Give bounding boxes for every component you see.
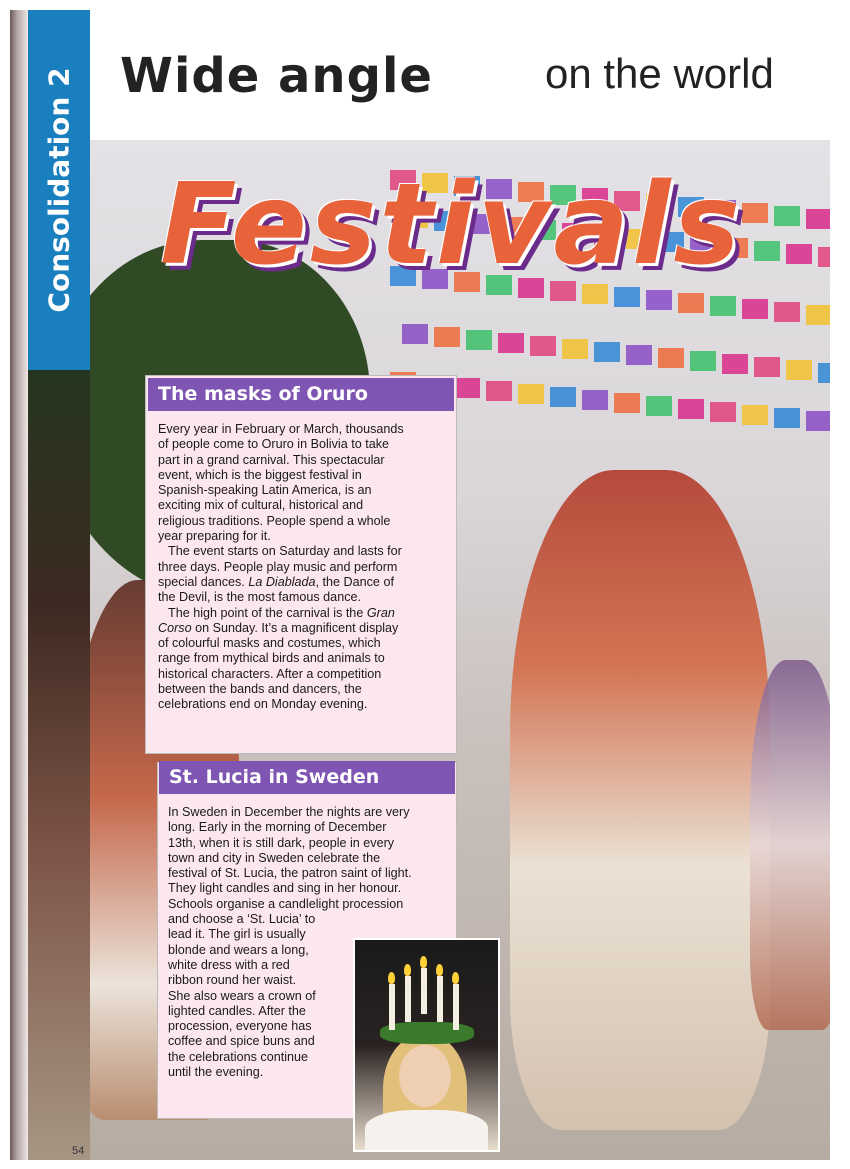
st-lucia-photo bbox=[353, 938, 500, 1152]
lucia-heading: St. Lucia in Sweden bbox=[159, 761, 455, 794]
bunting-flag bbox=[434, 327, 460, 347]
oruro-body bbox=[158, 422, 450, 713]
bunting-flag bbox=[754, 357, 780, 377]
text-line: part in a grand carnival. This spectacular bbox=[158, 452, 385, 467]
bunting-flag bbox=[806, 411, 830, 431]
flame bbox=[420, 956, 427, 968]
text-line: town and city in Sweden celebrate the bbox=[168, 850, 381, 865]
text-line: long. Early in the morning of December bbox=[168, 820, 387, 835]
text-line: They light candles and sing in her honour. bbox=[168, 881, 402, 896]
text-line: the Devil, is the most famous dance. bbox=[158, 590, 361, 605]
text-line: white dress with a red bbox=[168, 957, 290, 972]
text-line: The high point of the carnival is the Gran bbox=[168, 605, 395, 620]
bunting-flag bbox=[614, 287, 640, 307]
candle bbox=[437, 976, 443, 1022]
text-line: year preparing for it. bbox=[158, 529, 271, 544]
text-line: range from mythical birds and animals to bbox=[158, 651, 385, 666]
text-line: ribbon round her waist. bbox=[168, 973, 297, 988]
bunting-flag bbox=[582, 390, 608, 410]
bunting-flag bbox=[774, 206, 800, 226]
text-line: celebrations end on Monday evening. bbox=[158, 697, 368, 712]
bunting-flag bbox=[806, 305, 830, 325]
text-line: procession, everyone has bbox=[168, 1019, 312, 1034]
text-line: until the evening. bbox=[168, 1065, 264, 1080]
dress bbox=[365, 1110, 488, 1152]
text-line: special dances. La Diablada, the Dance of bbox=[158, 574, 394, 589]
title-bold: Wide angle bbox=[120, 48, 433, 104]
tab-label: Consolidation 2 bbox=[42, 67, 76, 313]
bunting-flag bbox=[486, 381, 512, 401]
text-line: religious traditions. People spend a whole bbox=[158, 513, 391, 528]
girl-face-front bbox=[399, 1045, 451, 1107]
text-line: exciting mix of cultural, historical and bbox=[158, 498, 364, 513]
oruro-heading: The masks of Oruro bbox=[148, 378, 454, 411]
title-light: on the world bbox=[545, 50, 774, 97]
bunting-flag bbox=[774, 408, 800, 428]
text-line: blonde and wears a long, bbox=[168, 942, 309, 957]
dancer-figure bbox=[510, 470, 770, 1130]
text-line: of people come to Oruro in Bolivia to take bbox=[158, 437, 390, 452]
page-header bbox=[90, 10, 830, 140]
bunting-flag bbox=[658, 348, 684, 368]
text-line: lighted candles. After the bbox=[168, 1003, 306, 1018]
text-line: the celebrations continue bbox=[168, 1049, 309, 1064]
bunting-flag bbox=[754, 241, 780, 261]
bunting-flag bbox=[742, 203, 768, 223]
bunting-flag bbox=[818, 247, 830, 267]
textbook-page bbox=[10, 10, 830, 1160]
text-line: event, which is the biggest festival in bbox=[158, 467, 362, 482]
text-line: lead it. The girl is usually bbox=[168, 927, 306, 942]
bunting-flag bbox=[530, 336, 556, 356]
text-line: The event starts on Saturday and lasts for bbox=[168, 544, 402, 559]
flame bbox=[436, 964, 443, 976]
text-line: of colourful masks and costumes, which bbox=[158, 636, 381, 651]
bunting-flag bbox=[742, 299, 768, 319]
bunting-flag bbox=[806, 209, 830, 229]
text-line: historical characters. After a competition bbox=[158, 666, 382, 681]
text-line: She also wears a crown of bbox=[168, 988, 316, 1003]
bunting-flag bbox=[498, 333, 524, 353]
bunting-flag bbox=[518, 384, 544, 404]
bunting-flag bbox=[614, 393, 640, 413]
text-line: Corso on Sunday. It’s a magnificent display bbox=[158, 620, 399, 635]
candle bbox=[405, 976, 411, 1022]
bunting-flag bbox=[710, 402, 736, 422]
candle bbox=[421, 968, 427, 1014]
bunting-flag bbox=[742, 405, 768, 425]
text-line: 13th, when it is still dark, people in every bbox=[168, 835, 395, 850]
bunting-flag bbox=[626, 345, 652, 365]
bunting-flag bbox=[646, 290, 672, 310]
text-line: three days. People play music and perform bbox=[158, 559, 398, 574]
text-line: Spanish-speaking Latin America, is an bbox=[158, 483, 372, 498]
bunting-flag bbox=[786, 244, 812, 264]
text-line: Schools organise a candlelight procession bbox=[168, 896, 404, 911]
bunting-flag bbox=[690, 351, 716, 371]
candle bbox=[453, 984, 459, 1030]
bunting-flag bbox=[562, 339, 588, 359]
bunting-flag bbox=[678, 399, 704, 419]
bunting-flag bbox=[786, 360, 812, 380]
oruro-text-box bbox=[145, 375, 457, 754]
candle bbox=[389, 984, 395, 1030]
photo-left-strip bbox=[28, 370, 90, 1160]
bunting-flag bbox=[678, 293, 704, 313]
festivals-title: Festivals bbox=[160, 160, 744, 290]
bunting-flag bbox=[646, 396, 672, 416]
bunting-flag bbox=[774, 302, 800, 322]
bunting-flag bbox=[466, 330, 492, 350]
page-number: 54 bbox=[72, 1145, 85, 1157]
text-line: coffee and spice buns and bbox=[168, 1034, 315, 1049]
consolidation-tab bbox=[28, 10, 90, 370]
text-line: In Sweden in December the nights are very bbox=[168, 805, 410, 819]
text-line: between the bands and dancers, the bbox=[158, 682, 362, 697]
flame bbox=[452, 972, 459, 984]
dancer-figure-right bbox=[750, 660, 830, 1030]
bunting-flag bbox=[454, 378, 480, 398]
bunting-flag bbox=[722, 354, 748, 374]
flame bbox=[388, 972, 395, 984]
bunting-flag bbox=[594, 342, 620, 362]
bunting-flag bbox=[550, 387, 576, 407]
bunting-flag bbox=[710, 296, 736, 316]
bunting-flag bbox=[402, 324, 428, 344]
text-line: and choose a ‘St. Lucia’ to bbox=[168, 912, 316, 927]
text-line: Every year in February or March, thousands bbox=[158, 422, 404, 436]
page-spine bbox=[10, 10, 28, 1160]
bunting-flag bbox=[818, 363, 830, 383]
text-line: festival of St. Lucia, the patron saint of light. bbox=[168, 866, 412, 881]
flame bbox=[404, 964, 411, 976]
